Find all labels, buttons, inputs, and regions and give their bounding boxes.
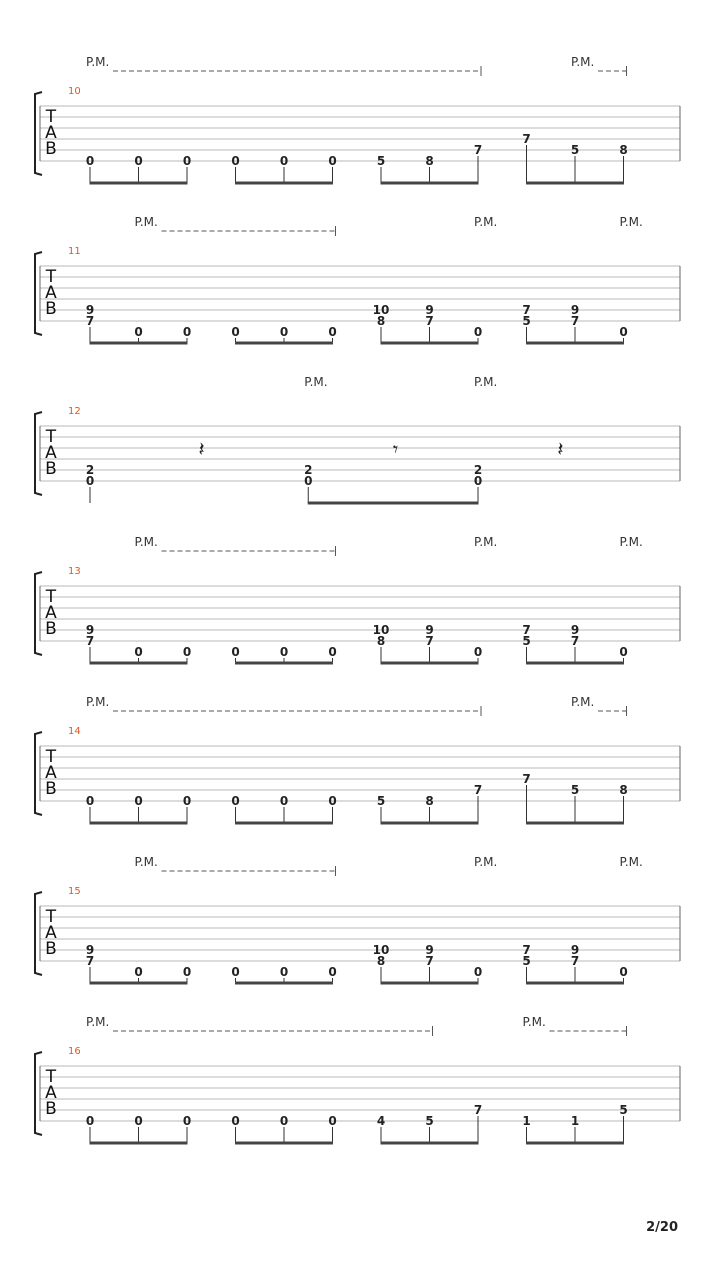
fret-number: 9 [570, 943, 580, 957]
fret-number: 8 [376, 634, 386, 648]
fret-number: 8 [619, 143, 628, 157]
palm-mute-label: P.M. [474, 375, 498, 389]
fret-number: 0 [182, 794, 192, 808]
tab-system [35, 215, 680, 343]
fret-number: 0 [85, 474, 95, 488]
tab-clef-letter: B [45, 459, 57, 479]
fret-number: 8 [376, 314, 386, 328]
fret-number: 7 [522, 623, 531, 637]
fret-number: 0 [134, 325, 143, 339]
fret-number: 0 [182, 154, 192, 168]
eighth-rest: 𝄾 [392, 437, 399, 461]
fret-number: 0 [134, 645, 143, 659]
fret-number: 0 [134, 965, 143, 979]
fret-number: 0 [182, 965, 192, 979]
fret-number: 0 [619, 645, 628, 659]
fret-number: 5 [522, 634, 531, 648]
fret-number: 0 [279, 325, 289, 339]
palm-mute-label: P.M. [571, 695, 595, 709]
measure-number: 12 [68, 406, 81, 417]
tab-clef-letter: T [45, 1067, 57, 1087]
system-bracket [35, 92, 42, 175]
fret-number: 8 [376, 954, 386, 968]
measure-number: 13 [68, 566, 81, 577]
fret-number: 7 [85, 314, 95, 328]
tab-clef-letter: T [45, 267, 57, 287]
measure-number: 14 [68, 726, 81, 737]
fret-number: 7 [425, 634, 434, 648]
fret-number: 7 [473, 1103, 483, 1117]
palm-mute-label: P.M. [571, 55, 595, 69]
fret-number: 0 [473, 645, 483, 659]
palm-mute-label: P.M. [619, 215, 643, 229]
fret-number: 5 [376, 794, 386, 808]
tab-clef-letter: B [45, 1099, 57, 1119]
system-bracket [35, 572, 42, 655]
fret-number: 8 [619, 783, 628, 797]
fret-number: 7 [570, 954, 580, 968]
fret-number: 1 [570, 1114, 580, 1128]
fret-number: 10 [372, 943, 390, 957]
fret-number: 9 [425, 303, 434, 317]
fret-number: 0 [304, 474, 313, 488]
tab-clef-letter: T [45, 747, 57, 767]
fret-number: 0 [473, 474, 483, 488]
system-bracket [35, 892, 42, 975]
fret-number: 0 [231, 154, 240, 168]
system-bracket [35, 732, 42, 815]
tab-clef-letter: B [45, 779, 57, 799]
fret-number: 0 [473, 325, 483, 339]
fret-number: 0 [85, 794, 95, 808]
fret-number: 5 [425, 1114, 434, 1128]
tab-clef-letter: A [45, 1083, 57, 1103]
fret-number: 7 [522, 303, 531, 317]
tab-clef-letter: T [45, 587, 57, 607]
palm-mute-label: P.M. [474, 535, 498, 549]
palm-mute-label: P.M. [86, 695, 110, 709]
palm-mute-label: P.M. [474, 215, 498, 229]
fret-number: 0 [231, 965, 240, 979]
tab-system [35, 855, 680, 983]
fret-number: 0 [134, 1114, 143, 1128]
fret-number: 7 [85, 954, 95, 968]
tab-clef-letter: A [45, 763, 57, 783]
fret-number: 9 [85, 303, 95, 317]
tab-clef-letter: B [45, 619, 57, 639]
fret-number: 0 [473, 965, 483, 979]
fret-number: 0 [134, 154, 143, 168]
tab-clef-letter: A [45, 443, 57, 463]
fret-number: 0 [279, 794, 289, 808]
system-bracket [35, 412, 42, 495]
fret-number: 7 [522, 943, 531, 957]
fret-number: 9 [570, 623, 580, 637]
fret-number: 10 [372, 623, 390, 637]
fret-number: 0 [182, 325, 192, 339]
fret-number: 8 [425, 154, 434, 168]
fret-number: 0 [328, 154, 337, 168]
tab-clef-letter: A [45, 603, 57, 623]
fret-number: 0 [328, 965, 337, 979]
fret-number: 9 [85, 943, 95, 957]
fret-number: 5 [376, 154, 386, 168]
fret-number: 0 [182, 1114, 192, 1128]
fret-number: 9 [425, 623, 434, 637]
fret-number: 0 [328, 794, 337, 808]
fret-number: 0 [85, 1114, 95, 1128]
tab-system [35, 375, 680, 503]
fret-number: 5 [570, 143, 580, 157]
tab-clef-letter: A [45, 923, 57, 943]
fret-number: 0 [231, 1114, 240, 1128]
fret-number: 7 [522, 132, 531, 146]
page-number: 2/20 [646, 1220, 678, 1235]
palm-mute-label: P.M. [134, 215, 158, 229]
fret-number: 2 [85, 463, 95, 477]
quarter-rest: 𝄽 [557, 437, 564, 461]
fret-number: 7 [570, 634, 580, 648]
fret-number: 4 [376, 1114, 386, 1128]
tab-clef-letter: B [45, 299, 57, 319]
palm-mute-label: P.M. [134, 535, 158, 549]
fret-number: 0 [619, 965, 628, 979]
fret-number: 0 [328, 1114, 337, 1128]
fret-number: 2 [473, 463, 483, 477]
palm-mute-label: P.M. [134, 855, 158, 869]
tab-system [35, 1015, 680, 1143]
measure-number: 11 [68, 246, 81, 257]
tab-clef-letter: B [45, 939, 57, 959]
tab-system [35, 695, 680, 823]
measure-number: 10 [68, 86, 81, 97]
fret-number: 8 [425, 794, 434, 808]
fret-number: 0 [231, 794, 240, 808]
fret-number: 0 [279, 1114, 289, 1128]
fret-number: 9 [85, 623, 95, 637]
fret-number: 0 [134, 794, 143, 808]
fret-number: 0 [85, 154, 95, 168]
fret-number: 9 [425, 943, 434, 957]
fret-number: 0 [182, 645, 192, 659]
fret-number: 7 [425, 954, 434, 968]
fret-number: 7 [473, 783, 483, 797]
fret-number: 7 [522, 772, 531, 786]
fret-number: 0 [279, 645, 289, 659]
fret-number: 7 [425, 314, 434, 328]
palm-mute-label: P.M. [522, 1015, 546, 1029]
fret-number: 1 [522, 1114, 531, 1128]
fret-number: 7 [473, 143, 483, 157]
tab-clef-letter: A [45, 123, 57, 143]
palm-mute-label: P.M. [86, 55, 110, 69]
fret-number: 0 [328, 645, 337, 659]
tab-clef-letter: T [45, 107, 57, 127]
system-bracket [35, 252, 42, 335]
palm-mute-label: P.M. [619, 535, 643, 549]
fret-number: 9 [570, 303, 580, 317]
tab-clef-letter: T [45, 907, 57, 927]
palm-mute-label: P.M. [474, 855, 498, 869]
palm-mute-label: P.M. [86, 1015, 110, 1029]
measure-number: 15 [68, 886, 81, 897]
fret-number: 0 [619, 325, 628, 339]
fret-number: 2 [304, 463, 313, 477]
fret-number: 0 [231, 645, 240, 659]
tab-system [35, 55, 680, 183]
tab-clef-letter: A [45, 283, 57, 303]
fret-number: 0 [279, 154, 289, 168]
fret-number: 10 [372, 303, 390, 317]
tab-system [35, 535, 680, 663]
measure-number: 16 [68, 1046, 81, 1057]
fret-number: 7 [570, 314, 580, 328]
fret-number: 0 [231, 325, 240, 339]
palm-mute-label: P.M. [304, 375, 328, 389]
tab-clef-letter: B [45, 139, 57, 159]
fret-number: 5 [522, 314, 531, 328]
quarter-rest: 𝄽 [198, 437, 205, 461]
fret-number: 7 [85, 634, 95, 648]
fret-number: 0 [279, 965, 289, 979]
fret-number: 5 [619, 1103, 628, 1117]
palm-mute-label: P.M. [619, 855, 643, 869]
fret-number: 5 [570, 783, 580, 797]
tab-clef-letter: T [45, 427, 57, 447]
fret-number: 0 [328, 325, 337, 339]
fret-number: 5 [522, 954, 531, 968]
system-bracket [35, 1052, 42, 1135]
